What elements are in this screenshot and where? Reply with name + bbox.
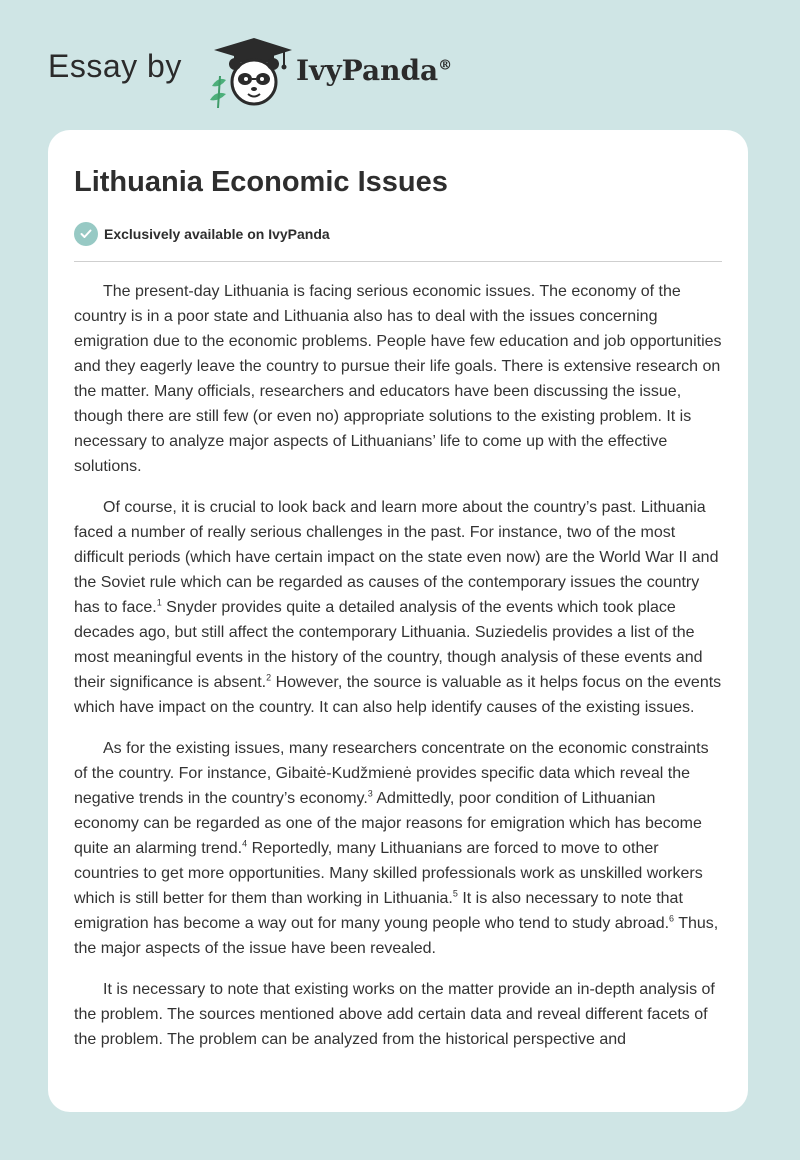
badge-label: Exclusively available on IvyPanda [104, 226, 330, 242]
page-title: Lithuania Economic Issues [74, 166, 448, 198]
paragraph-text: Thus, the major aspects of the issue have been revealed. [74, 915, 719, 957]
footnote-ref[interactable]: 4 [242, 838, 248, 849]
paragraph-text: The present-day Lithuania is facing serious economic issues. The economy of the country is in a poor state and Lithuania also has to deal with the issues concerning emigration due to the economic problems. People have few education and job opportunities and they eagerly leave the country to pursue their life goals. There is extensive research on the matter. Many officials, researchers and educators have been discussing the issue, though there are still few (or even no) appropriate solutions to the existing problem. It is necessary to analyze major aspects of Lithuanians’ life to come up with the effective solutions. [74, 283, 722, 475]
brand-prefix: Essay by [48, 48, 182, 84]
panda-logo-icon[interactable] [204, 36, 294, 110]
paragraph-text: Reportedly, many Lithuanians are forced to move to other countries to get more opportunities. Many skilled professionals work as unskilled workers which is still better for them than working in Lithuania. [74, 840, 703, 907]
footnote-ref[interactable]: 6 [669, 913, 675, 924]
paragraph-text: However, the source is valuable as it helps focus on the events which have impact on the country. It can also help identify causes of the existing issues. [74, 674, 722, 716]
paragraph-text: It is necessary to note that existing works on the matter provide an in-depth analysis of the problem. The sources mentioned above add certain data and reveal different facets of the problem. The problem can be analyzed from the historical perspective and [74, 981, 715, 1048]
essay-card [48, 130, 748, 1112]
body-paragraph [74, 279, 724, 479]
check-icon [74, 222, 98, 246]
registered-mark: ® [438, 57, 453, 74]
paragraph-text: Of course, it is crucial to look back and learn more about the country’s past. Lithuania faced a number of really serious challenges in the past. For instance, two of the most difficult periods (which have certain impact on the state even now) are the World War II and the Soviet rule which can be regarded as causes of the contemporary issues the country has to face. [74, 499, 719, 616]
body-paragraph [74, 495, 724, 720]
paragraph-text: Snyder provides quite a detailed analysis of the events which took place decades ago, but still affect the contemporary Lithuania. Suziedelis provides a list of the most meaningful events in the history of the country, though analysis of these events and their significance is absent. [74, 599, 703, 691]
footnote-ref[interactable]: 3 [367, 788, 373, 799]
divider [74, 261, 722, 262]
paragraph-text: As for the existing issues, many researchers concentrate on the economic constraints of the country. For instance, Gibaitė-Kudžmienė provides specific data which reveal the negative trends in the country’s economy. [74, 740, 709, 807]
essay-body [74, 279, 724, 1068]
body-paragraph [74, 736, 724, 961]
brand-header [48, 34, 528, 110]
paragraph-text: It is also necessary to note that emigration has become a way out for many young people who tend to study abroad. [74, 890, 683, 932]
paragraph-text: Admittedly, poor condition of Lithuanian economy can be regarded as one of the major reasons for emigration which has become quite an alarming trend. [74, 790, 702, 857]
footnote-ref[interactable]: 5 [452, 888, 458, 899]
exclusive-badge [74, 222, 330, 246]
footnote-ref[interactable]: 1 [156, 597, 162, 608]
body-paragraph [74, 977, 724, 1052]
brand-name: IvyPanda® [296, 54, 453, 87]
footnote-ref[interactable]: 2 [266, 672, 272, 683]
